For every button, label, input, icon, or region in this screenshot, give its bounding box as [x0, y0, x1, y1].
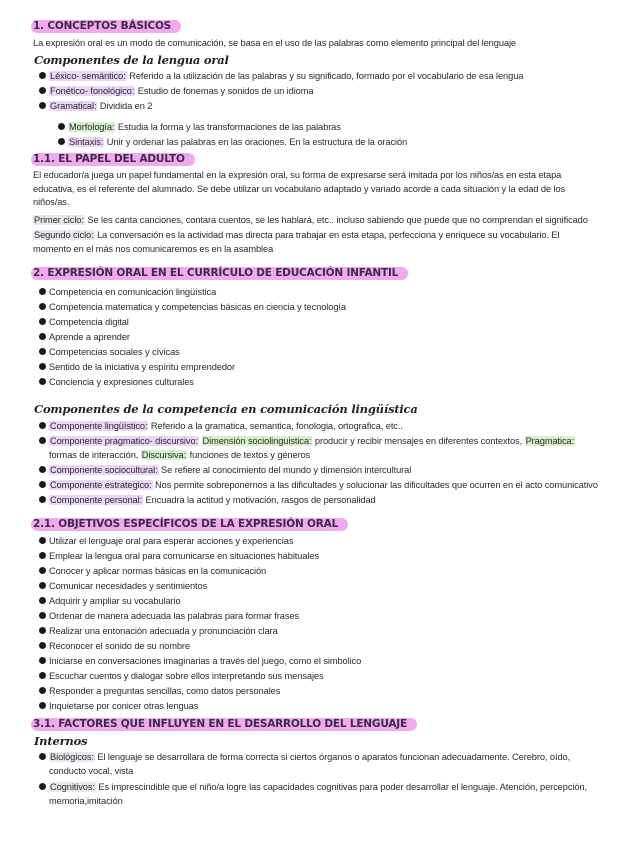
- list-item: Biológicos: El lenguaje se desarrollara de forma correcta si ciertos órganos o aparatos funcionan adecuadamente. Cerebro, oído, conducto vocal, vista: [39, 751, 605, 778]
- term-highlight: Componente personal:: [50, 495, 143, 505]
- bullet-icon: [39, 318, 46, 325]
- bullet-icon: [39, 481, 46, 488]
- list-item: Utilizar el lenguaje oral para esperar acciones y experiencias: [39, 535, 293, 549]
- list-item: Reconocer el sonido de su nombre: [39, 640, 190, 654]
- bullet-icon: [39, 303, 46, 310]
- list-item: Competencia en comunicación lingüística: [39, 286, 216, 300]
- term-highlight: Gramatical:: [50, 101, 97, 111]
- list-item: Conciencia y expresiones culturales: [39, 376, 194, 390]
- term-highlight: Componente sociocultural:: [50, 465, 158, 475]
- term-highlight: Componente lingüístico:: [50, 421, 148, 431]
- list-item: Componente pragmatico- discursivo: Dimensión sociolinguistica: producir y recibir mensajes en diferentes contextos, Pragmatica: formas de interacción, Discursiva: funciones de textos y géneros: [39, 435, 605, 462]
- list-item: Adquirir y ampliar su vocabulario: [39, 595, 181, 609]
- section-heading-3-1: 3.1. FACTORES QUE INFLUYEN EN EL DESARROLLO DEL LENGUAJE: [31, 718, 417, 731]
- list-subitem: Morfología: Estudia la forma y las transformaciones de las palabras: [58, 121, 341, 135]
- bullet-icon: [39, 672, 46, 679]
- list-item: Gramatical: Dividida en 2: [39, 100, 152, 114]
- list-item: Componente personal: Encuadra la actitud y motivación, rasgos de personalidad: [39, 494, 376, 508]
- bullet-icon: [39, 466, 46, 473]
- list-item: Competencias sociales y cívicas: [39, 346, 180, 360]
- bullet-icon: [39, 687, 46, 694]
- bullet-icon: [39, 437, 46, 444]
- bullet-icon: [39, 552, 46, 559]
- bullet-icon: [39, 102, 46, 109]
- term-highlight: Léxico- semántico:: [50, 71, 126, 81]
- list-subitem: Sintaxis: Unir y ordenar las palabras en las oraciones. En la estructura de la oración: [58, 136, 407, 150]
- bullet-icon: [39, 567, 46, 574]
- term-highlight: Discursiva:: [141, 449, 187, 460]
- bullet-icon: [39, 496, 46, 503]
- term-highlight: Fonético- fonológico:: [50, 86, 135, 96]
- bullet-icon: [39, 597, 46, 604]
- bullet-icon: [39, 753, 46, 760]
- list-item: Léxico- semántico: Referido a la utilización de las palabras y su significado, formado por el vocabulario de esa lengua: [39, 70, 523, 84]
- term-highlight: Primer ciclo:: [34, 215, 84, 225]
- bullet-icon: [39, 657, 46, 664]
- first-cycle-paragraph: Primer ciclo: Se les canta canciones, contara cuentos, se les hablará, etc.. incluso sabiendo que puede que no comprendan el significado: [34, 215, 588, 225]
- subheading-componentes-lengua-oral: Componentes de la lengua oral: [34, 53, 229, 67]
- bullet-icon: [39, 612, 46, 619]
- bullet-icon: [39, 702, 46, 709]
- bullet-icon: [39, 642, 46, 649]
- list-item: Realizar una entonación adecuada y pronunciación clara: [39, 625, 278, 639]
- list-item: Conocer y aplicar normas básicas en la comunicación: [39, 565, 266, 579]
- section-heading-2-1: 2.1. OBJETIVOS ESPECÍFICOS DE LA EXPRESIÓN ORAL: [31, 518, 348, 531]
- list-item: Aprende a aprender: [39, 331, 130, 345]
- list-item: Inquietarse por conicer otras lenguas: [39, 700, 198, 714]
- term-highlight: Biológicos:: [50, 752, 94, 762]
- term-highlight: Pragmatica:: [525, 436, 575, 446]
- subheading-internos: Internos: [34, 734, 88, 748]
- list-item: Fonético- fonológico: Estudio de fonemas y sonidos de un idioma: [39, 85, 313, 99]
- adult-role-paragraph: El educador/a juega un papel fundamental en la expresión oral, su forma de expresarse será imitada por los niños/as en esta etapa educativa, es el referente del alumnado. Se debe utilizar un vocabulario adaptado y variado acorde a cada situación y la edad de los niños/as.: [33, 170, 566, 208]
- list-item: Escuchar cuentos y dialogar sobre ellos interpretando sus mensajes: [39, 670, 324, 684]
- list-item: Ordenar de manera adecuada las palabras para formar frases: [39, 610, 299, 624]
- list-item: Comunicar necesidades y sentimientos: [39, 580, 207, 594]
- bullet-icon: [39, 537, 46, 544]
- list-item: Responder a preguntas sencillas, como datos personales: [39, 685, 280, 699]
- bullet-icon: [39, 783, 46, 790]
- bullet-icon: [39, 87, 46, 94]
- bullet-icon: [39, 72, 46, 79]
- list-item: Componente lingüístico: Referido a la gramatica, semantica, fonologia, ortografica, etc..: [39, 420, 403, 434]
- bullet-icon: [58, 138, 65, 145]
- term-highlight: Sintaxis:: [69, 137, 104, 147]
- list-item: Emplear la lengua oral para comunicarse en situaciones habituales: [39, 550, 319, 564]
- bullet-icon: [39, 582, 46, 589]
- term-highlight: Morfología:: [69, 122, 115, 132]
- term-highlight: Dimensión sociolinguistica:: [202, 436, 312, 446]
- term-highlight: Componente pragmatico- discursivo:: [50, 436, 199, 446]
- bullet-icon: [39, 363, 46, 370]
- section-heading-2: 2. EXPRESIÓN ORAL EN EL CURRÍCULO DE EDUCACIÓN INFANTIL: [31, 267, 408, 280]
- list-item: Competencia digital: [39, 316, 129, 330]
- intro-paragraph: La expresión oral es un modo de comunicación, se basa en el uso de las palabras como elemento principal del lenguaje: [33, 38, 516, 48]
- bullet-icon: [39, 422, 46, 429]
- bullet-icon: [39, 288, 46, 295]
- list-item: Iniciarse en conversaciones imaginarias a través del juego, como el simbolico: [39, 655, 361, 669]
- list-item: Componente sociocultural: Se refiere al conocimiento del mundo y dimensión intercultural: [39, 464, 411, 478]
- term-highlight: Segundo ciclo:: [34, 230, 94, 240]
- term-highlight: Cognitivos:: [50, 782, 95, 792]
- bullet-icon: [58, 123, 65, 130]
- bullet-icon: [39, 378, 46, 385]
- bullet-icon: [39, 348, 46, 355]
- list-item: Cognitivos: Es imprescindible que el niño/a logre las capacidades cognitivas para poder desarrollar el lenguaje. Atención, percepción, memoria,imitación: [39, 781, 605, 808]
- list-item: Competencia matematica y competencias básicas en ciencia y tecnología: [39, 301, 346, 315]
- bullet-icon: [39, 627, 46, 634]
- term-highlight: Componente estrategico:: [50, 480, 152, 490]
- list-item: Componente estrategico: Nos permite sobreponernos a las dificultades y solucionar las dificultades que ocurren en el acto comunicativo: [39, 479, 598, 493]
- bullet-icon: [39, 333, 46, 340]
- list-item: Sentido de la iniciativa y espíritu emprendedor: [39, 361, 235, 375]
- section-heading-1-1: 1.1. EL PAPEL DEL ADULTO: [31, 153, 195, 166]
- second-cycle-paragraph: Segundo ciclo: La conversación es la actividad mas directa para trabajar en esta etapa, perfecciona y enriquece su vocabulario. El momento en el más nos comunicaremos es en la asamblea: [33, 230, 560, 254]
- section-heading-1: 1. CONCEPTOS BÁSICOS: [31, 20, 181, 33]
- subheading-competencia-linguistica: Componentes de la competencia en comunicación lingüística: [34, 402, 418, 416]
